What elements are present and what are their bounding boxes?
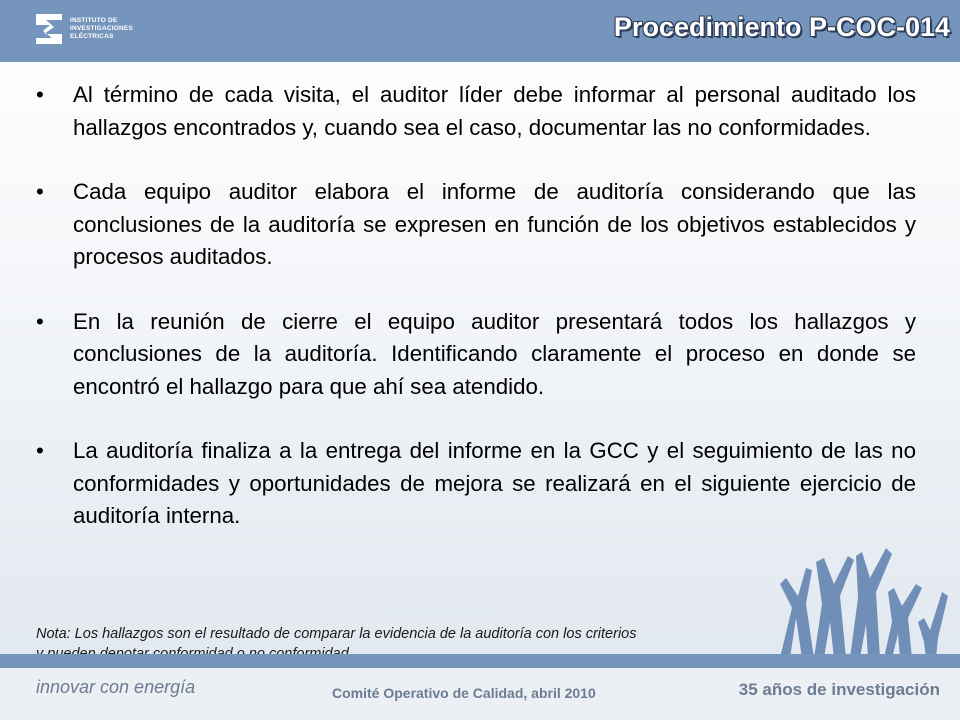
- footer-bar: [0, 668, 960, 720]
- footer-anniversary: 35 años de investigación: [738, 680, 940, 699]
- bullet-icon: •: [36, 179, 44, 204]
- list-item: [36, 176, 916, 274]
- footer-divider: [0, 654, 960, 668]
- bullet-icon: •: [36, 82, 44, 107]
- bullet-list: [36, 79, 916, 565]
- footnote-line: Nota: Los hallazgos son el resultado de comparar la evidencia de la auditoría con los criterios: [36, 626, 637, 642]
- iie-logo-icon: [34, 10, 64, 48]
- bullet-icon: •: [36, 438, 44, 463]
- list-item: [36, 435, 916, 533]
- bullet-text: Al término de cada visita, el auditor líder debe informar al personal auditado los hallazgos encontrados y, cuando sea el caso, documentar las no conformidades.: [73, 82, 916, 140]
- footer-committee: Comité Operativo de Calidad, abril 2010: [332, 685, 596, 701]
- logo-line: INSTITUTO DE: [70, 17, 118, 24]
- bullet-icon: •: [36, 308, 44, 334]
- list-item: [36, 306, 916, 404]
- logo-text: [70, 17, 133, 41]
- logo-line: INVESTIGACIONES: [70, 25, 133, 32]
- bullet-text: La auditoría finaliza a la entrega del informe en la GCC y el seguimiento de las no conformidades y oportunidades de mejora se realizará en el siguiente ejercicio de auditoría interna.: [73, 438, 916, 528]
- bullet-text: Cada equipo auditor elabora el informe de auditoría considerando que las conclusiones de la auditoría se expresen en función de los objetivos establecidos y procesos auditados.: [73, 179, 916, 269]
- logo-line: ELÉCTRICAS: [70, 33, 114, 40]
- page-title: Procedimiento P-COC-014: [613, 12, 950, 42]
- footer-slogan: innovar con energía: [36, 677, 196, 697]
- iie-logo: [34, 10, 133, 48]
- list-item: [36, 79, 916, 144]
- bullet-text: En la reunión de cierre el equipo auditor presentará todos los hallazgos y conclusiones de la auditoría. Identificando claramente el proceso en donde se encontró el hallazgo para que ahí sea atendido.: [73, 308, 916, 399]
- header-bar: [0, 0, 960, 62]
